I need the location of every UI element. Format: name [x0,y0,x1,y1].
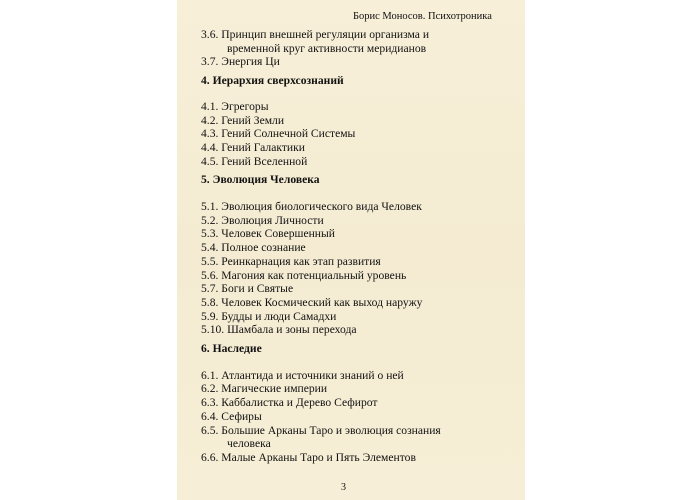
toc-entry-text: 5.6. Магония как потенциальный уровень [201,268,407,282]
section-6-list [201,369,511,465]
toc-entry[interactable] [201,255,511,269]
toc-entry-text: 4.3. Гений Солнечной Системы [201,127,356,141]
toc-entry-text: 5.7. Боги и Святые [201,282,294,296]
toc-entry-text: 6.2. Магические империи [201,382,328,396]
document-page [177,0,525,500]
toc-entry[interactable] [201,141,511,155]
toc-entry[interactable] [201,127,511,141]
toc-entry-text: 4.5. Гений Вселенной [201,154,308,168]
toc-entry-text: 5.1. Эволюция биологического вида Человек [201,200,422,214]
toc-entry-text: 4.1. Эгрегоры [201,99,269,113]
toc-entry[interactable] [201,214,511,228]
toc-entry-text: 5.2. Эволюция Личности [201,213,324,227]
toc-entry[interactable] [201,28,511,55]
toc-entry-text: 6.3. Каббалистка и Дерево Сефирот [201,396,378,410]
toc-entry[interactable] [201,296,511,310]
toc-entry[interactable] [201,382,511,396]
toc-entry-text: 5.8. Человек Космический как выход наружу [201,295,423,309]
toc-entry[interactable] [201,241,511,255]
toc-entry[interactable] [201,100,511,114]
toc-entry-text: 5.3. Человек Совершенный [201,227,335,241]
toc-entry-text: 5.10. Шамбала и зоны перехода [201,323,357,337]
toc-entry-text: 3.7. Энергия Ци [201,55,280,69]
toc-entry-continuation: временной круг активности меридианов [227,41,427,55]
toc-entry-text: 5.9. Будды и люди Самадхи [201,309,337,323]
toc-entry-text: 3.6. Принцип внешней регуляции организма и [201,28,430,41]
toc-entry[interactable] [201,410,511,424]
table-of-contents [201,28,511,465]
toc-entry-text: 5.5. Реинкарнация как этап развития [201,254,381,268]
toc-entry-text: 6.6. Малые Арканы Таро и Пять Элементов [201,450,416,464]
toc-entry[interactable] [201,396,511,410]
toc-entry[interactable] [201,114,511,128]
toc-entry[interactable] [201,55,511,69]
toc-entry[interactable] [201,227,511,241]
section-heading: 4. Иерархия сверхсознаний [201,74,344,88]
toc-entry-text: 4.2. Гений Земли [201,113,285,127]
toc-entry-continuation: человека [227,437,271,451]
running-header: Борис Моносов. Психотроника [353,11,492,22]
section-heading: 5. Эволюция Человека [201,173,320,187]
section-3-continuation [201,28,511,69]
toc-entry[interactable] [201,451,511,465]
toc-entry[interactable] [201,155,511,169]
toc-entry[interactable] [201,323,511,337]
toc-entry[interactable] [201,369,511,383]
toc-entry[interactable] [201,310,511,324]
toc-entry-text: 6.4. Сефиры [201,409,262,423]
section-4-list [201,100,511,169]
toc-entry[interactable] [201,424,511,451]
section-heading: 6. Наследие [201,342,262,356]
toc-entry[interactable] [201,269,511,283]
toc-entry-text: 6.5. Большие Арканы Таро и эволюция сознания [201,423,441,437]
page-number: 3 [341,482,346,493]
section-5-list [201,200,511,337]
toc-entry-text: 6.1. Атлантида и источники знаний о ней [201,368,404,382]
toc-entry[interactable] [201,282,511,296]
toc-entry[interactable] [201,200,511,214]
toc-entry-text: 4.4. Гений Галактики [201,140,305,154]
toc-entry-text: 5.4. Полное сознание [201,241,306,255]
